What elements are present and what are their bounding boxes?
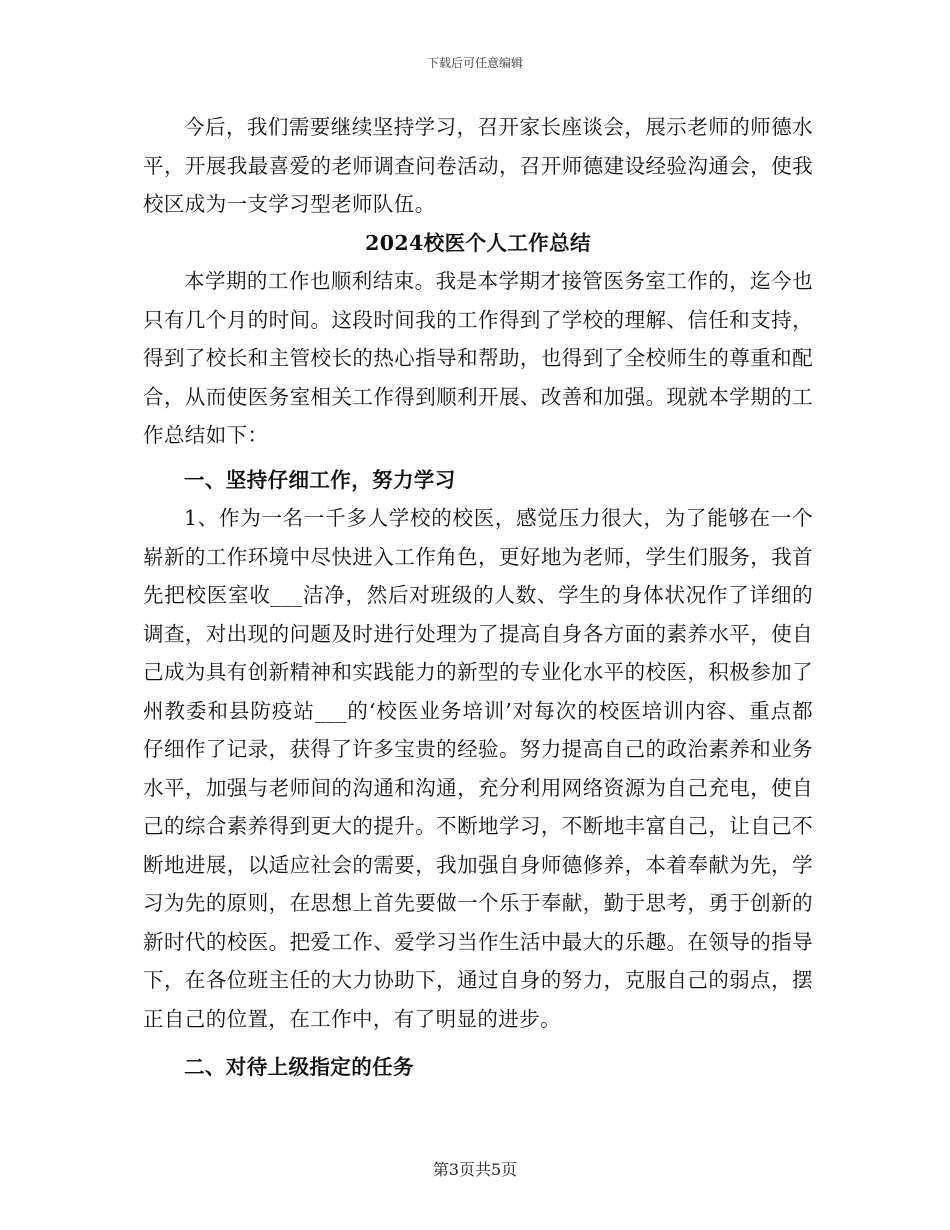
paragraph-intro: 本学期的工作也顺利结束。我是本学期才接管医务室工作的，迄今也只有几个月的时间。这段时间我的工作得到了学校的理解、信任和支持，得到了校长和主管校长的热心指导和帮助，也得到了全校师生的尊重和配合，从而使医务室相关工作得到顺利开展、改善和加强。现就本学期的工作总结如下： (143, 269, 813, 447)
article-title: 2024校医个人工作总结 (365, 230, 591, 255)
header-note: 下载后可任意编辑 (426, 56, 523, 70)
paragraph-section-1: 1、作为一名一千多人学校的校医，感觉压力很大，为了能够在一个崭新的工作环境中尽快进入工作角色，更好地为老师，学生们服务，我首先把校医室收___洁净，然后对班级的人数、学生的身体状况作了详细的调查，对出现的问题及时进行处理为了提高自身各方面的素养水平，使自己成为具有创新精神和实践能力的新型的专业化水平的校医，积极参加了州教委和县防疫站___的‘校医业务培训’对每次的校医培训内容、重点都仔细作了记录，获得了许多宝贵的经验。努力提高自己的政治素养和业务水平，加强与老师间的沟通和沟通，充分利用网络资源为自己充电，使自己的综合素养得到更大的提升。不断地学习，不断地丰富自己，让自己不断地进展，以适应社会的需要，我加强自身师德修养，本着奉献为先，学习为先的原则，在思想上首先要做一个乐于奉献，勤于思考，勇于创新的新时代的校医。把爱工作、爱学习当作生活中最大的乐趣。在领导的指导下，在各位班主任的大力协助下，通过自身的努力，克服自己的弱点，摆正自己的位置，在工作中，有了明显的进步。 (143, 506, 813, 1031)
section-heading-2: 二、对待上级指定的任务 (184, 1055, 414, 1079)
document-body (143, 108, 813, 1087)
paragraph-closing-previous: 今后，我们需要继续坚持学习，召开家长座谈会，展示老师的师德水平，开展我最喜爱的老师调查问卷活动，召开师德建设经验沟通会，使我校区成为一支学习型老师队伍。 (143, 115, 813, 216)
page-number: 第3页共5页 (432, 1160, 518, 1179)
section-heading-1: 一、坚持仔细工作，努力学习 (184, 467, 456, 492)
